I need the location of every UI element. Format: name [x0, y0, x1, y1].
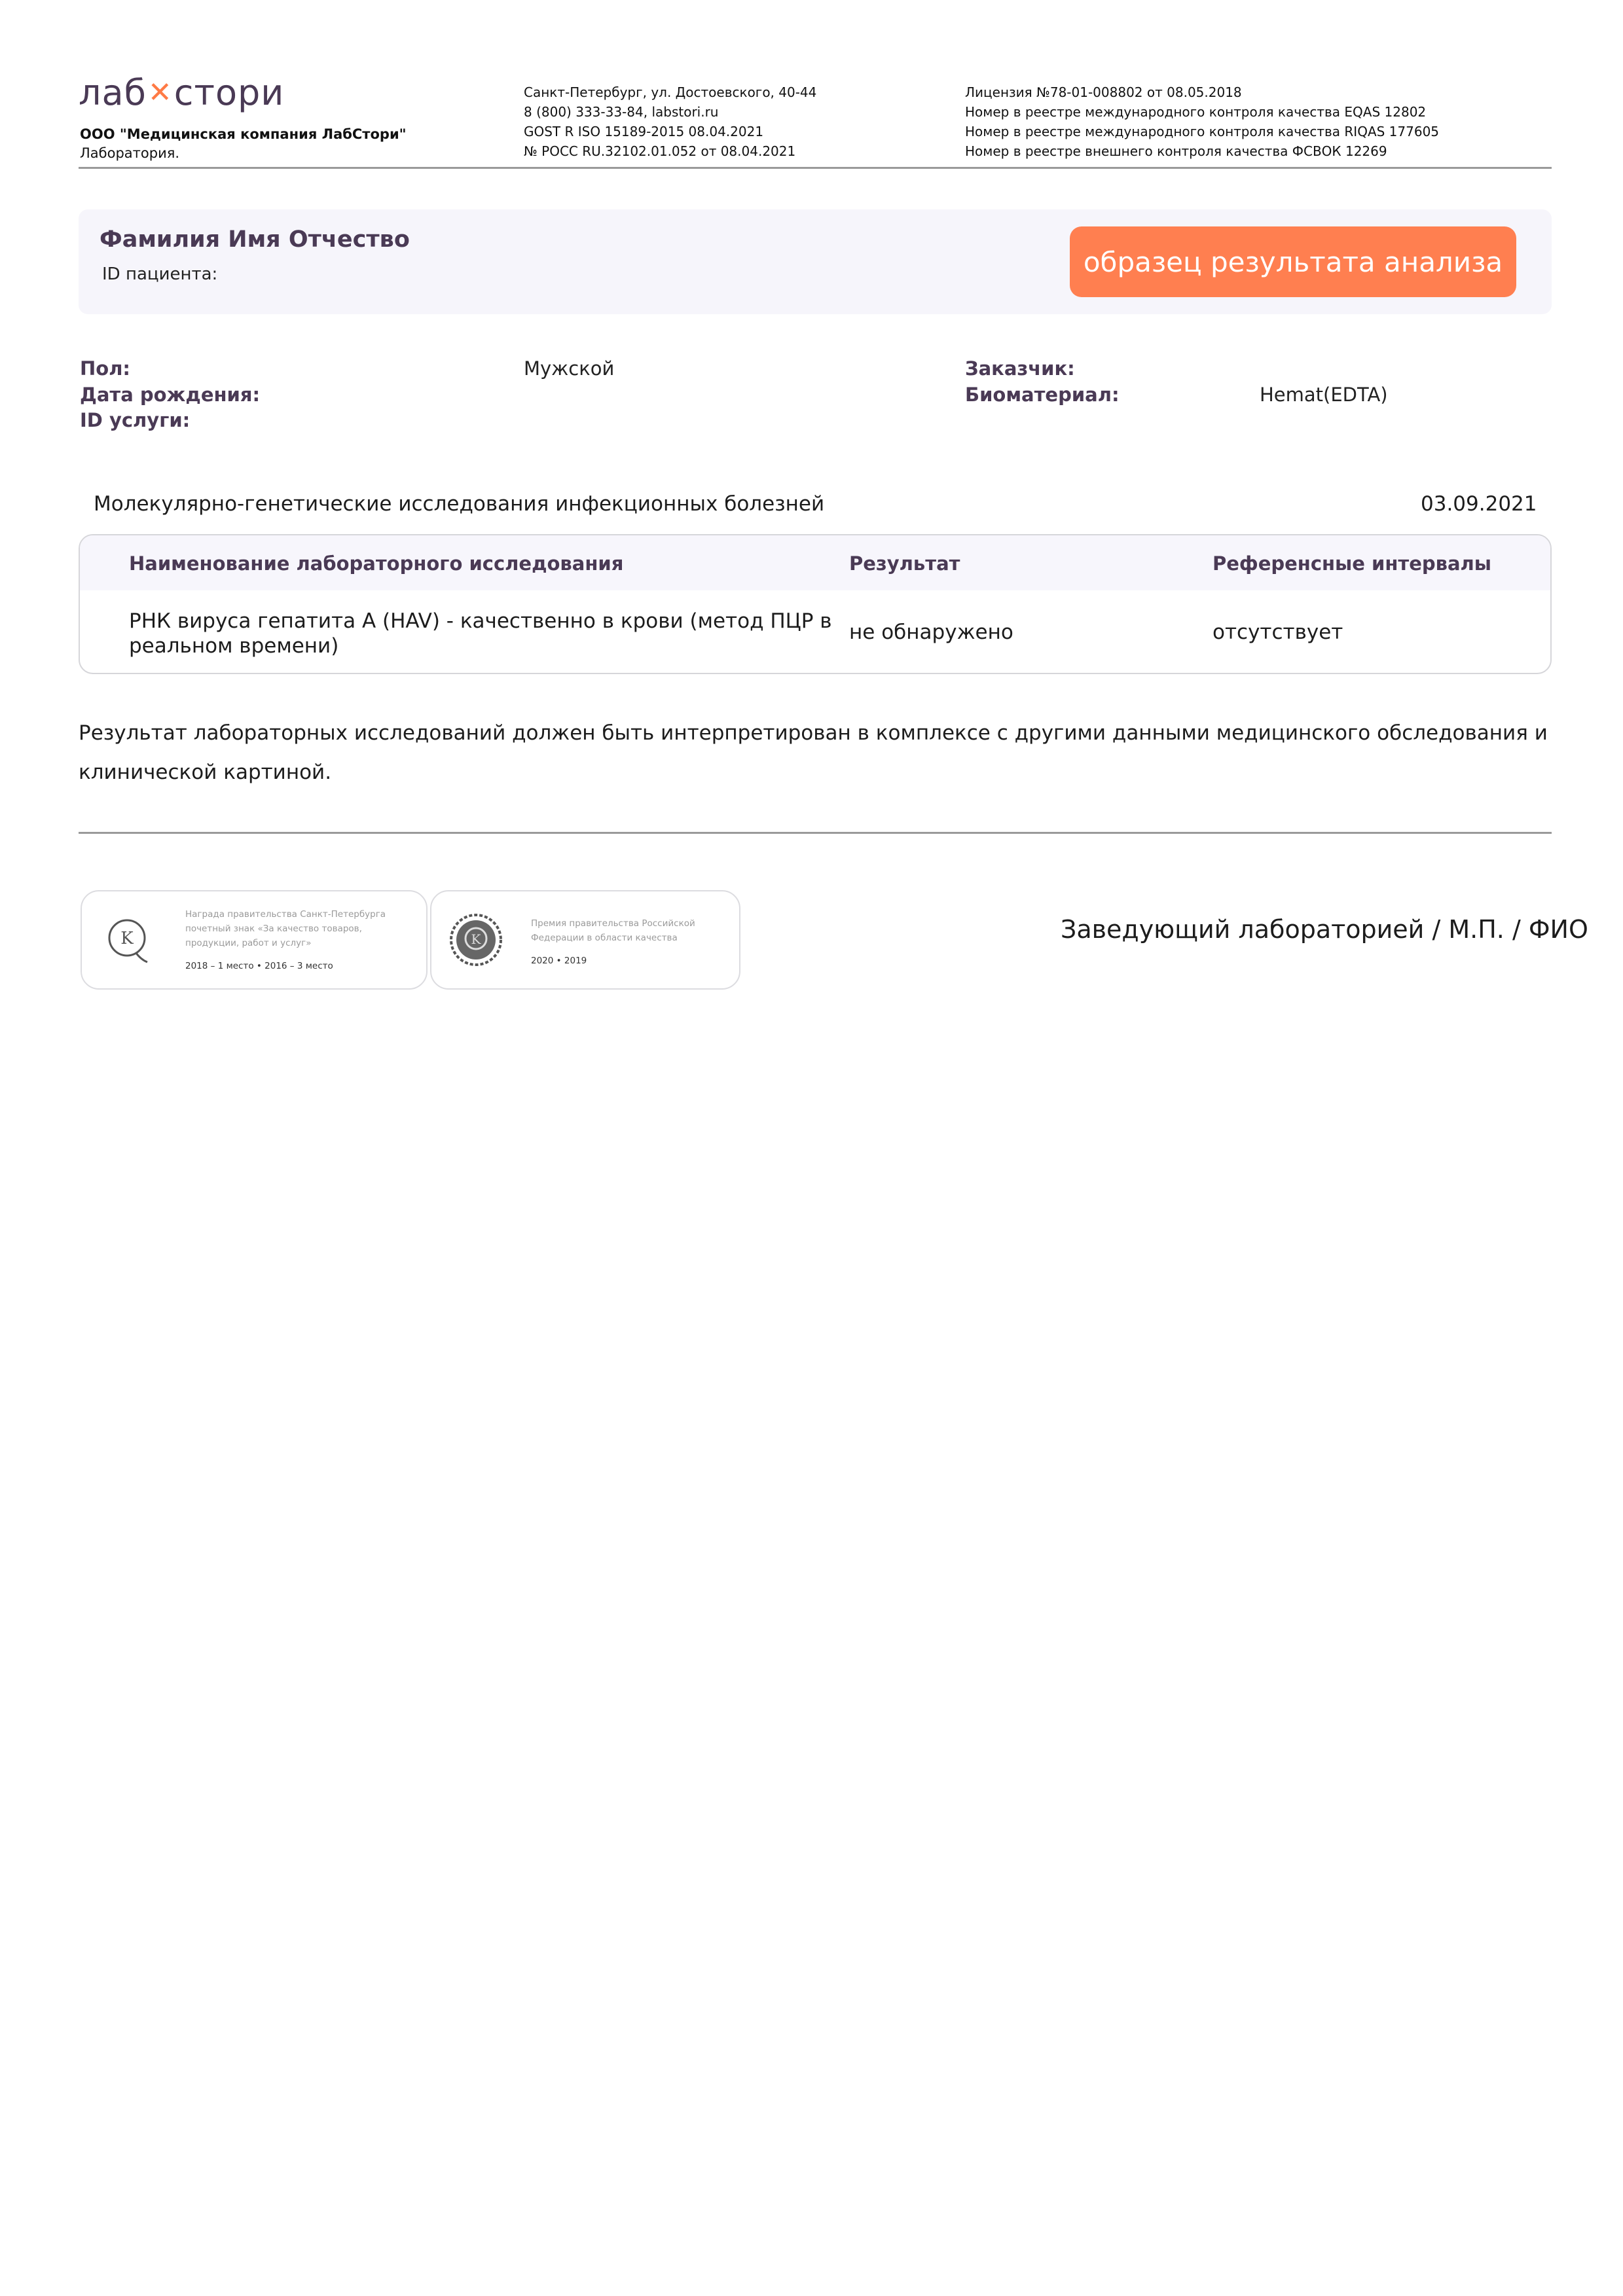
award-years: 2020 • 2019 — [531, 956, 587, 966]
svg-text:K: K — [120, 929, 134, 948]
award-text-line: продукции, работ и услуг» — [185, 938, 312, 948]
reference-cell: отсутствует — [1213, 620, 1343, 644]
svg-text:K: K — [471, 931, 481, 947]
award-text-line: Федерации в области качества — [531, 933, 678, 943]
phone-line: 8 (800) 333-33-84, labstori.ru — [524, 104, 719, 120]
biomaterial-label: Биоматериал: — [965, 384, 1120, 406]
butterfly-icon: ✕ — [147, 76, 173, 109]
address-line: Санкт-Петербург, ул. Достоевского, 40-44 — [524, 84, 817, 100]
column-header-name: Наименование лабораторного исследования — [129, 552, 624, 575]
results-table — [79, 534, 1552, 674]
award-description — [531, 916, 695, 945]
test-name-line: реальном времени) — [129, 634, 339, 658]
column-header-result: Результат — [849, 552, 960, 575]
patient-id-label: ID пациента: — [102, 264, 218, 284]
award-card — [81, 890, 428, 990]
customer-label: Заказчик: — [965, 357, 1075, 380]
address-block — [524, 82, 816, 161]
service-id-label: ID услуги: — [80, 409, 191, 431]
award-text-line: почетный знак «За качество товаров, — [185, 924, 362, 934]
brand-logo — [79, 72, 284, 113]
gost-line: GOST R ISO 15189-2015 08.04.2021 — [524, 124, 764, 139]
signature-line: Заведующий лабораторией / М.П. / ФИО — [1061, 915, 1588, 944]
company-name: ООО "Медицинская компания ЛабСтори" — [80, 126, 407, 142]
logo-text-right: стори — [173, 72, 285, 113]
column-header-reference: Референсные интервалы — [1213, 552, 1492, 575]
table-row — [129, 609, 832, 658]
header-divider — [79, 167, 1552, 169]
sex-value: Мужской — [524, 357, 615, 380]
result-cell: не обнаружено — [849, 620, 1013, 644]
sample-badge: образец результата анализа — [1070, 226, 1516, 297]
quality-seal-icon — [107, 916, 150, 966]
patient-name: Фамилия Имя Отчество — [100, 226, 410, 253]
eqas-line: Номер в реестре международного контроля качества EQAS 12802 — [965, 104, 1427, 120]
award-years: 2018 – 1 место • 2016 – 3 место — [185, 961, 333, 971]
section-title: Молекулярно-генетические исследования инфекционных болезней — [94, 492, 825, 516]
riqas-line: Номер в реестре международного контроля качества RIQAS 177605 — [965, 124, 1440, 139]
company-subtitle: Лаборатория. — [80, 145, 180, 161]
certificate-line: № РОСС RU.32102.01.052 от 08.04.2021 — [524, 143, 796, 159]
footer-divider — [79, 832, 1552, 834]
logo-text-left: лаб — [79, 72, 147, 113]
license-block — [965, 82, 1439, 161]
award-text-line: Награда правительства Санкт-Петербурга — [185, 909, 386, 920]
interpretation-note: Результат лабораторных исследований должен быть интерпретирован в комплексе с другими данными медицинского обследования и клинической картиной. — [79, 721, 1548, 784]
award-description — [185, 907, 386, 950]
award-text-line: Премия правительства Российской — [531, 918, 695, 929]
fsvok-line: Номер в реестре внешнего контроля качества ФСВОК 12269 — [965, 143, 1387, 159]
section-date: 03.09.2021 — [1421, 492, 1537, 516]
sex-label: Пол: — [80, 357, 131, 380]
license-line: Лицензия №78-01-008802 от 08.05.2018 — [965, 84, 1242, 100]
birth-date-label: Дата рождения: — [80, 384, 261, 406]
test-name-line: РНК вируса гепатита А (HAV) - качественно в крови (метод ПЦР в — [129, 609, 832, 633]
award-card — [430, 890, 740, 990]
quality-prize-icon — [448, 912, 503, 967]
biomaterial-value: Hemat(EDTA) — [1260, 384, 1388, 406]
